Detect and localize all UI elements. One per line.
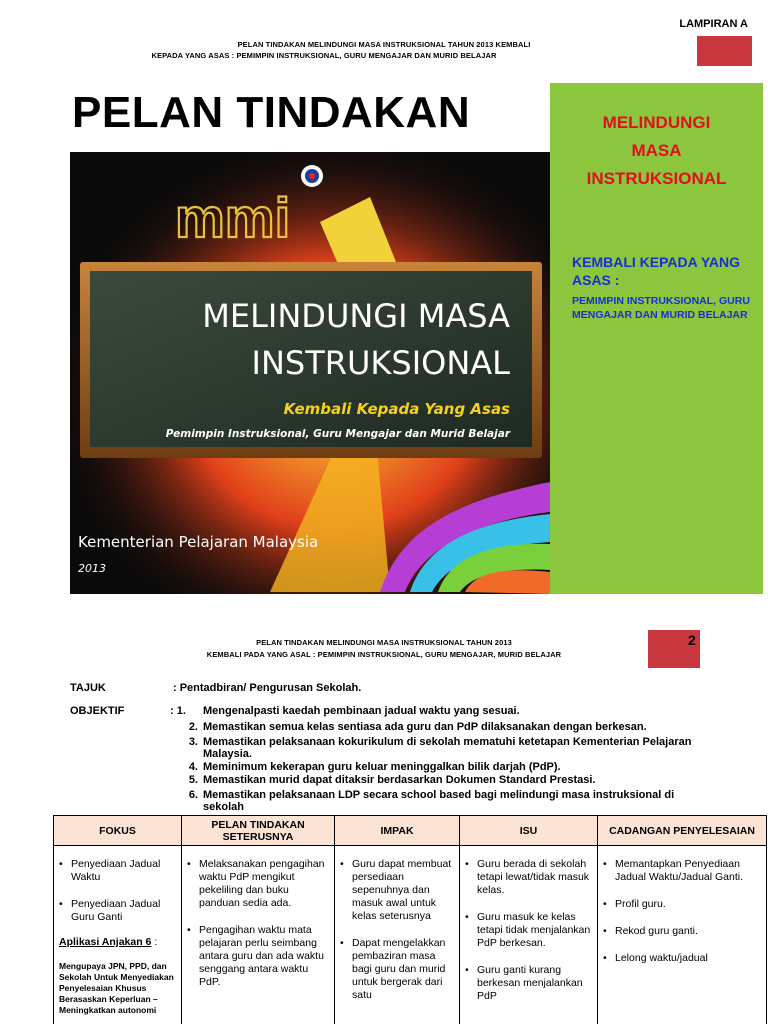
objektif-item: Memastikan pelaksanaan kokurikulum di sekolah mematuhi ketetapan Kementerian Pelajaran Malaysia. (203, 736, 692, 760)
aplikasi-text: Mengupaya JPN, PPD, dan Sekolah Untuk Menyediakan Penyelesaian Khusus Berasaskan Keperluan – Meningkatkan autonomi (59, 961, 174, 1015)
tajuk-label: TAJUK (70, 682, 106, 694)
objektif-item: Mengenalpasti kaedah pembinaan jadual waktu yang sesuai. (203, 705, 520, 717)
cover-title-line1: MELINDUNGI MASA (202, 297, 510, 335)
table-header-cadangan: CADANGAN PENYELESAIAN (598, 816, 767, 846)
action-plan-table (53, 815, 767, 1024)
objektif-label: OBJEKTIF (70, 705, 125, 717)
objektif-num: 5. (188, 774, 198, 786)
objektif-item: Memastikan murid dapat ditaksir berdasarkan Dokumen Standard Prestasi. (203, 774, 596, 786)
page2-header-line2: KEMBALI PADA YANG ASAL : PEMIMPIN INSTRUKSIONAL, GURU MENGAJAR, MURID BELAJAR (206, 650, 562, 659)
objektif-list (170, 705, 730, 815)
list-item: • Lelong waktu/jadual (603, 952, 761, 965)
list-item: • Guru dapat membuat persediaan sepenuhnya dan masuk awal untuk kelas seterusnya (340, 858, 454, 923)
lampiran-label: LAMPIRAN A (679, 18, 748, 30)
green-side-panel (550, 83, 763, 594)
table-header-pelan: PELAN TINDAKAN SETERUSNYA (182, 816, 335, 846)
green-panel-title-line3: INSTRUKSIONAL (586, 169, 727, 188)
list-item: • Memantapkan Penyediaan Jadual Waktu/Jadual Ganti. (603, 858, 761, 884)
objektif-item: Memastikan pelaksanaan LDP secara school based bagi melindungi masa instruksional di sekolah (203, 789, 675, 813)
objektif-num: 4. (188, 761, 198, 773)
list-item: • Guru masuk ke kelas tetapi tidak menjalankan PdP berkesan. (465, 911, 592, 950)
green-panel-text: PEMIMPIN INSTRUKSIONAL, GURU MENGAJAR DAN MURID BELAJAR (572, 295, 750, 321)
list-item: • Penyediaan Jadual Waktu (59, 858, 176, 884)
objektif-num: 2. (188, 721, 198, 733)
list-item: • Melaksanakan pengagihan waktu PdP mengikut pekeliling dan buku panduan sedia ada. (187, 858, 329, 910)
green-panel-title (550, 109, 763, 193)
green-panel-subtitle: KEMBALI KEPADA YANG ASAS : (572, 254, 741, 288)
table-cell-cadangan (598, 846, 767, 1024)
document-header-line2: KEPADA YANG ASAS : PEMIMPIN INSTRUKSIONAL, GURU MENGAJAR DAN MURID BELAJAR (151, 51, 497, 60)
cover-image (70, 152, 550, 594)
list-item: • Rekod guru ganti. (603, 925, 761, 938)
aplikasi-colon: : (151, 936, 158, 948)
objektif-item: Memastikan semua kelas sentiasa ada guru dan PdP dilaksanakan dengan berkesan. (203, 721, 647, 733)
table-header-impak: IMPAK (335, 816, 460, 846)
table-cell-impak (335, 846, 460, 1024)
page-number: 2 (688, 632, 696, 648)
list-item: • Dapat mengelakkan pembaziran masa bagi guru dan murid untuk bergerak dari satu (340, 937, 454, 1002)
document-header-line1: PELAN TINDAKAN MELINDUNGI MASA INSTRUKSIONAL TAHUN 2013 KEMBALI (237, 40, 531, 49)
objektif-num: 3. (188, 736, 198, 748)
cover-title-line2: INSTRUKSIONAL (251, 344, 510, 382)
tajuk-value: : Pentadbiran/ Pengurusan Sekolah. (173, 682, 362, 694)
objektif-num: 6. (188, 789, 198, 801)
cover-artwork (70, 152, 550, 594)
table-header-fokus: FOKUS (54, 816, 182, 846)
list-item: • Pengagihan waktu mata pelajaran perlu seimbang antara guru dan ada waktu senggang antara waktu PdP. (187, 924, 329, 989)
table-cell-pelan (182, 846, 335, 1024)
page-title: PELAN TINDAKAN (72, 88, 471, 137)
list-item: • Penyediaan Jadual Guru Ganti (59, 898, 176, 924)
green-panel-title-line1: MELINDUNGI (602, 113, 711, 132)
table-cell-isu (460, 846, 598, 1024)
table-header-isu: ISU (460, 816, 598, 846)
list-item: • Guru berada di sekolah tetapi lewat/tidak masuk kelas. (465, 858, 592, 897)
table-cell-fokus (54, 846, 182, 1024)
objektif-num: : 1. (170, 705, 186, 717)
page2-header-line1: PELAN TINDAKAN MELINDUNGI MASA INSTRUKSIONAL TAHUN 2013 (256, 638, 512, 647)
cover-year: 2013 (78, 562, 106, 575)
list-item: • Profil guru. (603, 898, 761, 911)
cover-ministry: Kementerian Pelajaran Malaysia (78, 533, 319, 551)
cover-subtitle2: Pemimpin Instruksional, Guru Mengajar dan Murid Belajar (165, 428, 510, 440)
cover-subtitle: Kembali Kepada Yang Asas (283, 400, 510, 418)
aplikasi-label: Aplikasi Anjakan 6 (59, 936, 152, 948)
objektif-item: Meminimum kekerapan guru keluar meninggalkan bilik darjah (PdP). (203, 761, 561, 773)
green-panel-title-line2: MASA (631, 141, 682, 160)
list-item: • Guru ganti kurang berkesan menjalankan PdP (465, 964, 592, 1003)
cover-logo: mmi (175, 186, 291, 249)
